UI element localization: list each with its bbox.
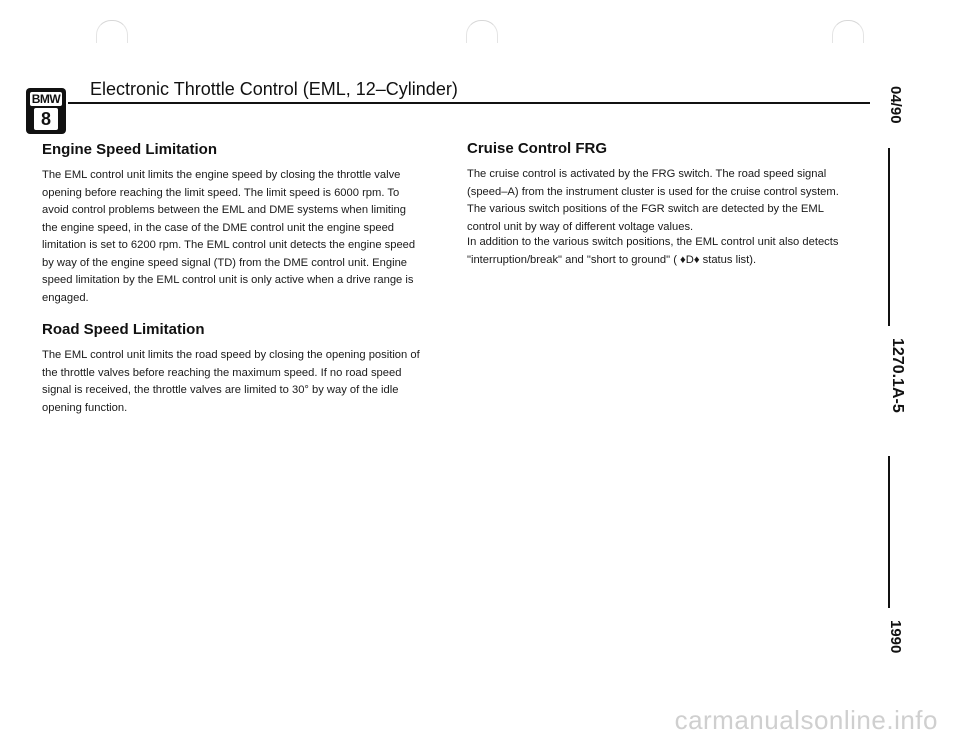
punch-hole bbox=[832, 20, 864, 43]
paragraph-engine-speed: The EML control unit limits the engine speed by closing the throttle valve opening before reaching the limit speed. The limit speed is 6000 rpm. To avoid control problems between the EML and DME systems when limiting the engine speed, in the case of the DME control unit the engine speed limitation is set to 6200 rpm. The EML control unit detects the engine speed by way of the engine speed signal (TD) from the DME control unit. Engine speed limitation by the EML control unit is only active when a drive range is engaged. bbox=[42, 169, 416, 304]
heading-engine-speed: Engine Speed Limitation bbox=[42, 141, 218, 158]
paragraph-road-speed: The EML control unit limits the road speed by closing the opening position of the throttle valves before reaching the maximum speed. If no road speed signal is received, the throttle valves are limited to 30° by way of the idle opening function. bbox=[42, 349, 420, 414]
margin-rule bbox=[888, 148, 890, 326]
header-rule bbox=[68, 102, 870, 104]
heading-road-speed: Road Speed Limitation bbox=[42, 321, 205, 338]
margin-year: 1990 bbox=[887, 620, 904, 654]
bmw-logo-badge bbox=[26, 88, 66, 134]
margin-page-code: 1270.1A-5 bbox=[889, 338, 906, 413]
punch-hole bbox=[466, 20, 498, 43]
watermark: carmanualsonline.info bbox=[674, 705, 938, 735]
logo-brand: BMW bbox=[31, 92, 61, 106]
paragraph-cruise-control-2: In addition to the various switch positions, the EML control unit also detects "interruption/break" and "short to ground" ( ♦D♦ status list). bbox=[467, 236, 839, 266]
margin-date: 04/90 bbox=[887, 86, 904, 124]
heading-cruise-control: Cruise Control FRG bbox=[467, 140, 608, 157]
margin-rule bbox=[888, 456, 890, 608]
page-title: Electronic Throttle Control (EML, 12–Cylinder) bbox=[90, 79, 458, 99]
paragraph-cruise-control-1: The cruise control is activated by the FRG switch. The road speed signal (speed–A) from the instrument cluster is used for the cruise control system. The various switch positions of the FGR switch are detected by the EML control unit by way of different voltage values. bbox=[467, 168, 839, 233]
logo-number: 8 bbox=[34, 108, 58, 130]
punch-hole bbox=[96, 20, 128, 43]
